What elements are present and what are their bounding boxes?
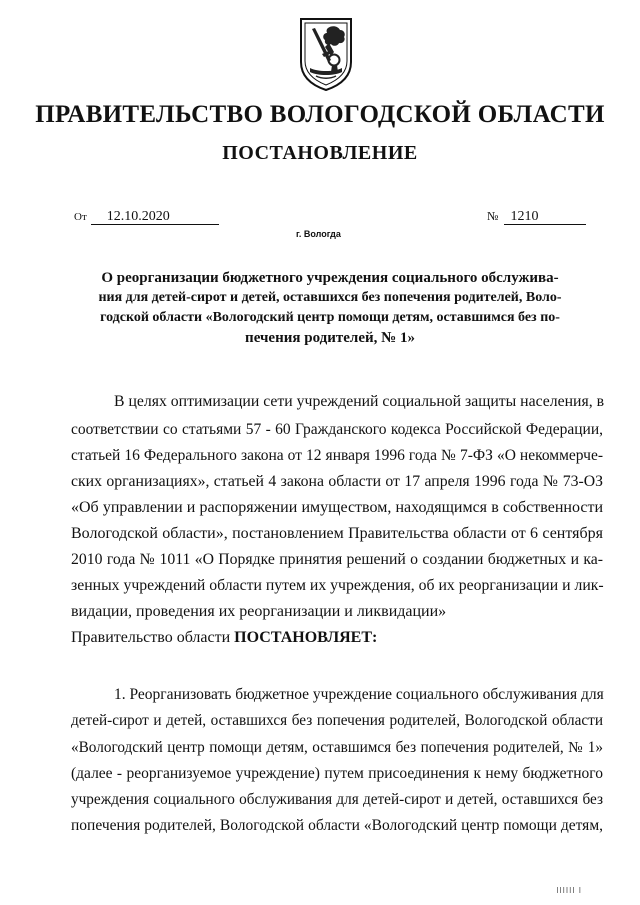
item-line: учреждения социального обслуживания для детей-сирот и детей, оставшихся без [71,791,603,808]
decree-keyword: ПОСТАНОВЛЯЕТ: [234,629,378,646]
city-label: г. Вологда [296,229,341,239]
subject-line: печения родителей, № 1» [245,330,415,346]
item-line: попечения родителей, Вологодской области «Вологодский центр помощи детям, [71,817,603,834]
preamble-line: зенных учреждений области путем их учреждения, об их реорганизации и лик- [71,577,604,594]
subject-line: О реорганизации бюджетного учреждения социального обслужива- [101,270,559,286]
item-line: 1. Реорганизовать бюджетное учреждение социального обслуживания для [114,686,604,703]
decree-prefix: Правительство области [71,629,235,646]
coat-of-arms-emblem [298,16,354,92]
preamble-line: видации, проведения их реорганизации и ликвидации» [71,603,447,620]
item-line: «Вологодский центр помощи детям, оставшимся без попечения родителей, № 1» [71,739,603,756]
date-field [74,209,219,225]
preamble-line: В целях оптимизации сети учреждений социальной защиты населения, в [114,393,605,410]
decree-subject [98,268,562,348]
number-prefix: № [487,209,499,223]
preamble-line: соответствии со статьями 57 - 60 Гражданского кодекса Российской Федерации, [71,421,603,438]
preamble-line: статьей 16 Федерального закона от 12 января 1996 года № 7-ФЗ «О некоммерче- [71,447,603,464]
government-title: ПРАВИТЕЛЬСТВО ВОЛОГОДСКОЙ ОБЛАСТИ [35,101,605,128]
item-line: детей-сирот и детей, оставшихся без попечения родителей, Вологодской области [71,712,603,729]
footer-barcode-mark: IIIIII I [556,886,582,895]
preamble-line: 2010 года № 1011 «О Порядке принятия решений о создании бюджетных и ка- [71,551,603,568]
item-line: (далее - реорганизуемое учреждение) путем присоединения к нему бюджетного [71,765,603,782]
decree-statement [71,628,377,648]
preamble-line: «Об управлении и распоряжении имуществом, находящимся в собственности [71,499,603,516]
subject-line: ния для детей-сирот и детей, оставшихся без попечения родителей, Воло- [98,290,562,305]
date-prefix: От [74,211,87,223]
number-field [487,209,586,225]
date-value: 12.10.2020 [91,210,219,225]
preamble-line: ских организациях», статьей 4 закона области от 17 апреля 1996 года № 73-ОЗ [71,473,603,490]
number-value: 1210 [504,210,586,225]
document-type: ПОСТАНОВЛЕНИЕ [222,142,418,164]
preamble-line: Вологодской области», постановлением Правительства области от 6 сентября [71,525,603,542]
subject-line: годской области «Вологодский центр помощи детям, оставшимся без по- [100,310,560,325]
